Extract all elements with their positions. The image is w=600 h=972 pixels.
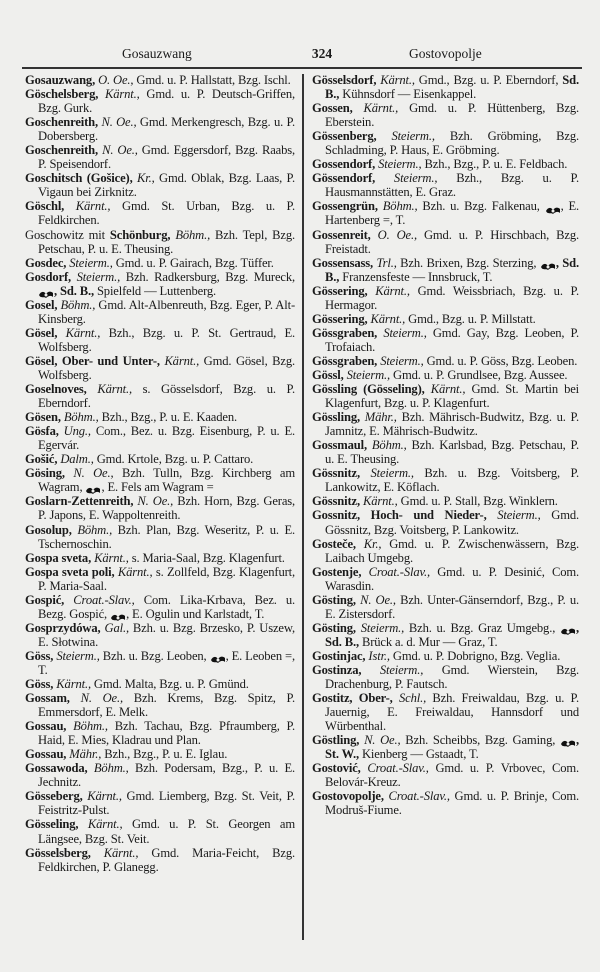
entry-region: O. Oe., xyxy=(377,227,417,242)
entry-region: Kärnt., xyxy=(94,550,129,565)
entry-text: Gmd. Gösel, Bzg. Wolfsberg. xyxy=(38,353,295,382)
gazetteer-entry xyxy=(25,326,295,354)
gazetteer-entry xyxy=(25,424,295,452)
gazetteer-entry xyxy=(312,228,579,256)
entry-region: N. Oe., xyxy=(137,494,174,509)
gazetteer-entry xyxy=(25,256,295,270)
gazetteer-entry xyxy=(25,523,295,551)
entry-headword: Goschenreith, xyxy=(25,143,103,158)
entry-region: Kärnt., xyxy=(75,199,111,214)
entry-headword: Gossmaul, xyxy=(312,438,372,453)
entry-headword: Gössgraben, xyxy=(312,353,381,368)
entry-headword: Goschenreith, xyxy=(25,115,102,130)
entry-headword: , Sd. B., xyxy=(54,283,94,298)
entry-region: Croat.-Slav., xyxy=(73,592,135,607)
entry-text: Gmd. u. P. St. Georgen am Längsee, Bzg. St. Veit. xyxy=(38,817,295,846)
entry-headword: Gostinjac, xyxy=(312,648,369,663)
entry-headword: Gostović, xyxy=(312,761,368,776)
gazetteer-entry xyxy=(312,649,579,663)
post-horn-icon xyxy=(85,484,101,492)
gazetteer-entry xyxy=(25,817,295,845)
entry-headword: Schönburg, xyxy=(109,227,176,242)
entry-region: N. Oe., xyxy=(80,691,123,706)
entry-region: Kärnt., xyxy=(87,789,122,804)
gazetteer-entry xyxy=(25,452,295,466)
gazetteer-entry xyxy=(312,171,579,199)
running-head-right: Gostovopolje xyxy=(409,46,482,61)
entry-headword: Göschl, xyxy=(25,199,76,214)
header-rule xyxy=(22,67,582,69)
entry-region: Kärnt., xyxy=(103,845,139,860)
entry-text: Bzh. Horn, Bzg. Geras, P. Japons, E. Wappoltenreith. xyxy=(38,494,296,523)
entry-text: s. Maria-Saal, Bzg. Klagenfurt. xyxy=(128,550,285,565)
gazetteer-entry xyxy=(312,256,579,284)
entry-region: Croat.-Slav., xyxy=(367,761,429,776)
gazetteer-entry xyxy=(312,621,579,649)
entry-text: Gmd., Bzg. u. P. Eberndorf, xyxy=(414,73,563,87)
entry-text: Bzh. Scheibbs, Bzg. Gaming, xyxy=(400,733,560,748)
entry-region: Böhm., xyxy=(60,297,96,312)
entry-headword: Gossen, xyxy=(312,101,364,116)
entry-text: Bzh. u. Bzg. Leoben, xyxy=(99,648,210,663)
entry-headword: Gossam, xyxy=(25,691,81,706)
entry-headword: Sd. B., xyxy=(325,73,579,102)
entry-headword: Goslarn-Zettenreith, xyxy=(25,494,138,509)
entry-headword: Gössering, xyxy=(312,311,371,326)
entry-region: Kärnt., xyxy=(430,382,466,397)
post-horn-icon xyxy=(210,653,226,661)
entry-text: Gmd. u. P. Hüttenberg, Bzg. Eberstein. xyxy=(325,101,579,130)
gazetteer-entry xyxy=(25,73,295,87)
gazetteer-entry xyxy=(25,466,295,494)
entry-region: Kärnt., xyxy=(370,311,406,326)
entry-region: Steierm., xyxy=(379,662,424,677)
entry-headword: , Sd. B., xyxy=(325,255,579,284)
entry-headword: Gostinza, xyxy=(312,662,380,677)
right-column xyxy=(312,73,579,817)
entry-text: Gmd. u. P. Dobrigno, Bzg. Veglia. xyxy=(389,648,561,663)
entry-region: Böhm., xyxy=(371,438,407,453)
entry-region: Steierm., xyxy=(380,353,424,368)
entry-region: Croat.-Slav., xyxy=(368,564,430,579)
entry-region: Steierm., xyxy=(76,269,121,284)
gazetteer-entry xyxy=(312,466,579,494)
entry-headword: Gosolup, xyxy=(25,522,78,537)
entry-text: Bzh. u. Bzg. Graz Umgebg., xyxy=(404,620,560,635)
gazetteer-entry xyxy=(312,663,579,691)
gazetteer-entry xyxy=(25,354,295,382)
gazetteer-entry xyxy=(25,621,295,649)
entry-headword: Gösseberg, xyxy=(25,789,88,804)
entry-text: Bzh. u. Bzg. Voitsberg, P. Lankowitz, E. Köflach. xyxy=(325,466,579,495)
entry-text: Gmd. u. P. Zwischenwässern, Bzg. Laibach Umgebg. xyxy=(325,536,579,565)
entry-region: O. Oe., xyxy=(98,73,134,87)
entry-region: Kärnt., xyxy=(87,817,123,832)
entry-region: Steierm., xyxy=(360,620,405,635)
entry-region: Böhm., xyxy=(77,522,113,537)
post-horn-icon xyxy=(38,288,54,296)
gazetteer-entry xyxy=(25,719,295,747)
entry-region: Kärnt., xyxy=(117,564,153,579)
entry-headword: Gossawoda, xyxy=(25,761,94,776)
entry-headword: Gossendorf, xyxy=(312,157,379,172)
entry-region: Dalm., xyxy=(60,452,94,467)
column-divider xyxy=(302,74,304,940)
entry-headword: Gossnitz, Hoch- und Nieder-, xyxy=(312,508,498,523)
post-horn-icon xyxy=(540,260,556,268)
entry-region: Steierm., xyxy=(497,508,541,523)
gazetteer-entry xyxy=(312,354,579,368)
entry-region: Steierm., xyxy=(346,367,391,382)
entry-headword: Gosteče, xyxy=(312,536,364,551)
entry-region: Kärnt., xyxy=(375,283,410,298)
entry-text: Bzh. Mährisch-Budwitz, Bzg. u. P. Jamnitz, E. Mährisch-Budwitz. xyxy=(325,410,579,439)
gazetteer-entry xyxy=(25,410,295,424)
entry-headword: Gösseling, xyxy=(25,817,88,832)
gazetteer-entry xyxy=(312,129,579,157)
page-header xyxy=(22,44,582,66)
gazetteer-entry xyxy=(25,789,295,817)
entry-text: Bzh., Bzg., P. u. E. Kaaden. xyxy=(98,410,237,425)
entry-text: Gmd. Maria-Feicht, Bzg. Feldkirchen, P. Glanegg. xyxy=(38,845,295,874)
gazetteer-entry xyxy=(25,87,295,115)
entry-headword: Göschelsberg, xyxy=(25,87,105,102)
entry-headword: Gossau, xyxy=(25,747,70,762)
entry-headword: Göstling, xyxy=(312,733,365,748)
entry-text: Kienberg — Gstaadt, T. xyxy=(358,747,479,762)
entry-headword: Gössling (Gösseling), xyxy=(312,382,431,397)
entry-region: N. Oe., xyxy=(364,733,401,748)
entry-headword: Goschitsch (Gošice), xyxy=(25,171,137,186)
entry-region: Kärnt., xyxy=(164,353,200,368)
gazetteer-entry xyxy=(25,298,295,326)
entry-headword: Gossenreit, xyxy=(312,227,378,242)
entry-text: Gmd. Alt-Albenreuth, Bzg. Eger, P. Alt-Kinsberg. xyxy=(38,297,295,326)
entry-headword: Gospa sveta poli, xyxy=(25,564,118,579)
entry-region: Böhm., xyxy=(93,761,129,776)
gazetteer-entry xyxy=(312,199,579,227)
entry-region: Kärnt., xyxy=(380,73,415,87)
entry-region: Kärnt., xyxy=(362,494,398,509)
entry-headword: Gössl, xyxy=(312,367,347,382)
gazetteer-entry xyxy=(25,228,295,256)
entry-headword: Gošić, xyxy=(25,452,61,467)
gazetteer-entry xyxy=(312,593,579,621)
entry-headword: Gosdorf, xyxy=(25,269,77,284)
entry-headword: Gössnitz, xyxy=(312,494,363,509)
entry-text: Goschowitz mit xyxy=(25,227,110,242)
entry-text: Gmd. Merkengresch, Bzg. u. P. Dobersberg. xyxy=(38,115,295,144)
gazetteer-entry xyxy=(25,747,295,761)
entry-region: Schl., xyxy=(398,691,427,706)
gazetteer-entry xyxy=(312,410,579,438)
entry-text: Gmd. Oblak, Bzg. Laas, P. Vigaun bei Zirknitz. xyxy=(38,171,295,200)
entry-text: Com., Bez. u. Bzg. Eisenburg, P. u. E. Egervár. xyxy=(38,424,296,453)
entry-text: Gmd. u. P. Grundlsee, Bzg. Aussee. xyxy=(390,367,568,382)
entry-text: Gmd. u. P. Brinje, Com. Modruš-Fiume. xyxy=(325,789,579,818)
entry-region: Steierm., xyxy=(69,255,113,270)
entry-headword: Gossau, xyxy=(25,719,74,734)
entry-text: Bzh. Unter-Gänserndorf, Bzg., P. u. E. Zistersdorf. xyxy=(325,592,579,621)
gazetteer-entry xyxy=(312,761,579,789)
entry-text: , E. Hartenberg =, T. xyxy=(325,199,579,228)
entry-region: Mähr., xyxy=(69,747,102,762)
entry-headword: , St. W., xyxy=(325,733,579,762)
entry-region: Ung., xyxy=(63,424,91,439)
entry-headword: , Sd. B., xyxy=(325,620,579,649)
entry-headword: Gosel, xyxy=(25,297,61,312)
entry-headword: Gostitz, Ober-, xyxy=(312,691,399,706)
entry-text: Gmd., Bzg. u. P. Millstatt. xyxy=(405,311,536,326)
post-horn-icon xyxy=(545,204,561,212)
entry-region: Kr., xyxy=(363,536,382,551)
gazetteer-entry xyxy=(312,157,579,171)
entry-region: Gal., xyxy=(104,620,129,635)
entry-text: Gmd. St. Urban, Bzg. u. P. Feldkirchen. xyxy=(38,199,296,228)
entry-region: Croat.-Slav., xyxy=(388,789,450,804)
entry-text: Gmd. u. P. Hirschbach, Bzg. Freistadt. xyxy=(325,227,579,256)
entry-text: Gmd. Eggersdorf, Bzg. Raabs, P. Speisendorf. xyxy=(38,143,295,172)
entry-text: Bzh., Bzg. u. P. St. Gertraud, E. Wolfsberg. xyxy=(38,325,295,354)
entry-region: Steierm., xyxy=(56,648,100,663)
entry-text: Bzh. Brixen, Bzg. Sterzing, xyxy=(396,255,540,270)
entry-text: Brück a. d. Mur — Graz, T. xyxy=(358,634,498,649)
entry-text: Bzh. Podersam, Bzg., P. u. E. Jechnitz. xyxy=(38,761,295,790)
entry-headword: Gospić, xyxy=(25,592,74,607)
entry-region: Steierm., xyxy=(393,171,438,186)
gazetteer-entry xyxy=(25,691,295,719)
gazetteer-entry xyxy=(25,649,295,677)
entry-text: Gmd. Gay, Bzg. Leoben, P. Trofaiach. xyxy=(325,325,579,354)
gazetteer-entry xyxy=(312,494,579,508)
entry-text: Bzh. Freiwaldau, Bzg. u. P. Jauernig, E. Freiwaldau, Hannsdorf und Würbenthal. xyxy=(325,691,580,734)
entry-headword: Gösselsdorf, xyxy=(312,73,381,87)
entry-text: , E. Ogulin und Karlstadt, T. xyxy=(126,606,265,621)
entry-headword: Goselnoves, xyxy=(25,382,98,397)
entry-region: Istr., xyxy=(368,648,390,663)
gazetteer-entry xyxy=(312,733,579,761)
entry-text: Gmd. Malta, Bzg. u. P. Gmünd. xyxy=(90,677,249,692)
entry-headword: Gosprzydówa, xyxy=(25,620,105,635)
entry-region: Kärnt., xyxy=(65,325,101,340)
entry-headword: Gosauzwang, xyxy=(25,73,99,87)
entry-text: Gmd. Gössnitz, Bzg. Voitsberg, P. Lankowitz. xyxy=(325,508,579,537)
entry-headword: Gösing, xyxy=(25,466,74,481)
entry-headword: Gossengrün, xyxy=(312,199,383,214)
entry-headword: Gostenje, xyxy=(312,564,369,579)
entry-text: Bzh., Bzg., P. u. E. Iglau. xyxy=(101,747,228,762)
gazetteer-entry xyxy=(312,326,579,354)
entry-headword: Gössenberg, xyxy=(312,129,392,144)
gazetteer-entry xyxy=(312,565,579,593)
entry-text: Bzh., Bzg. u. P. Hausmannstätten, E. Graz. xyxy=(325,171,579,200)
entry-region: Böhm., xyxy=(63,410,99,425)
entry-headword: Gössgraben, xyxy=(312,325,384,340)
entry-headword: Gosdec, xyxy=(25,255,70,270)
entry-headword: Gössnitz, xyxy=(312,466,371,481)
gazetteer-entry xyxy=(25,270,295,298)
entry-text: Gmd. u. P. Deutsch-Griffen, Bzg. Gurk. xyxy=(38,87,295,116)
gazetteer-entry xyxy=(312,691,579,733)
entry-headword: Gostovopolje, xyxy=(312,789,389,804)
left-column xyxy=(25,73,295,874)
entry-text: Bzh. Gröbming, Bzg. Schladming, P. Haus, E. Gröbming. xyxy=(325,129,579,158)
entry-text: Gmd. Krtole, Bzg. u. P. Cattaro. xyxy=(93,452,254,467)
entry-region: Böhm., xyxy=(175,227,211,242)
gazetteer-entry xyxy=(25,551,295,565)
entry-text: Gmd. Wierstein, Bzg. Drachenburg, P. Fautsch. xyxy=(325,662,580,692)
gazetteer-entry xyxy=(25,171,295,199)
gazetteer-entry xyxy=(312,789,579,817)
gazetteer-entry xyxy=(312,508,579,536)
entry-region: Böhm., xyxy=(382,199,418,214)
entry-headword: Gösting, xyxy=(312,620,361,635)
entry-text: s. Gösselsdorf, Bzg. u. P. Eberndorf. xyxy=(38,382,295,411)
entry-text: Bzh. Radkersburg, Bzg. Mureck, xyxy=(120,269,295,284)
entry-text: Gmd. Weissbriach, Bzg. u. P. Hermagor. xyxy=(325,283,579,312)
entry-text: Bzh. Krems, Bzg. Spitz, P. Emmersdorf, E. Melk. xyxy=(38,691,295,720)
entry-text: Gmd. u. P. Göss, Bzg. Leoben. xyxy=(423,353,578,368)
gazetteer-entry xyxy=(312,382,579,410)
entry-headword: Gössendorf, xyxy=(312,171,394,186)
gazetteer-entry xyxy=(25,494,295,522)
gazetteer-entry xyxy=(25,565,295,593)
gazetteer-entry xyxy=(25,115,295,143)
entry-region: Steierm., xyxy=(383,325,427,340)
entry-headword: Gösselsberg, xyxy=(25,845,104,860)
entry-region: Steierm., xyxy=(378,157,422,172)
entry-region: Steierm., xyxy=(391,129,435,144)
entry-region: Kärnt., xyxy=(363,101,399,116)
gazetteer-entry xyxy=(312,73,579,101)
entry-text: Gmd. St. Martin bei Klagenfurt, Bzg. u. P. Klagenfurt. xyxy=(325,382,579,411)
running-head-left: Gosauzwang xyxy=(122,46,192,61)
entry-headword: Göss, xyxy=(25,677,57,692)
gazetteer-entry xyxy=(312,312,579,326)
entry-text: Franzensfeste — Innsbruck, T. xyxy=(339,269,493,284)
post-horn-icon xyxy=(110,611,126,619)
gazetteer-entry xyxy=(312,368,579,382)
entry-headword: Gössering, xyxy=(312,283,376,298)
entry-headword: Gösel, xyxy=(25,325,66,340)
entry-text: , E. Fels am Wagram = xyxy=(101,480,214,495)
entry-headword: Gösen, xyxy=(25,410,64,425)
gazetteer-entry xyxy=(25,677,295,691)
entry-region: Kärnt., xyxy=(105,87,140,102)
page-number: 324 xyxy=(311,46,333,61)
entry-text: Gmd. u. P. Gairach, Bzg. Tüffer. xyxy=(112,255,274,270)
entry-headword: Gösting, xyxy=(312,592,361,607)
entry-text: Com. Lika-Krbava, Bez. u. Bezg. Gospić, xyxy=(38,592,295,621)
entry-text: Gmd. u. P. Desinić, Com. Warasdin. xyxy=(325,564,579,593)
entry-text: Bzh. Karlsbad, Bzg. Petschau, P. u. E. Theusing. xyxy=(325,438,580,467)
entry-headword: Gösfa, xyxy=(25,424,64,439)
entry-region: Trl., xyxy=(376,255,397,270)
entry-headword: Gössling, xyxy=(312,410,365,425)
post-horn-icon xyxy=(560,625,576,633)
entry-region: Böhm., xyxy=(73,719,108,734)
gazetteer-entry xyxy=(25,761,295,789)
entry-text: Bzh. Plan, Bzg. Weseritz, P. u. E. Tschernoschin. xyxy=(38,522,296,551)
entry-text: Gmd. u. P. Hallstatt, Bzg. Ischl. xyxy=(133,73,291,87)
entry-text: Kühnsdorf — Eisenkappel. xyxy=(339,87,477,102)
entry-text: Spielfeld — Luttenberg. xyxy=(93,283,217,298)
entry-text: , E. Leoben =, T. xyxy=(38,648,295,677)
entry-headword: Gospa sveta, xyxy=(25,550,95,565)
entry-text: Gmd. u. P. Stall, Bzg. Winklern. xyxy=(397,494,558,509)
entry-text: Gmd. Liemberg, Bzg. St. Veit, P. Feistritz-Pulst. xyxy=(38,789,295,818)
gazetteer-entry xyxy=(312,101,579,129)
entry-region: Kr., xyxy=(137,171,155,186)
entry-text: Bzh. Tachau, Bzg. Pfraumberg, P. Haid, E. Mies, Kladrau und Plan. xyxy=(38,719,296,748)
entry-text: Bzh. Tepl, Bzg. Petschau, P. u. E. Theusing. xyxy=(38,227,295,256)
gazetteer-entry xyxy=(25,143,295,171)
entry-region: N. Oe., xyxy=(101,115,137,130)
entry-text: Bzh. u. Bzg. Falkenau, xyxy=(417,199,545,214)
entry-headword: Göss, xyxy=(25,648,57,663)
gazetteer-entry xyxy=(312,438,579,466)
gazetteer-entry xyxy=(25,199,295,227)
entry-region: N. Oe., xyxy=(73,466,114,481)
entry-text: Bzh., Bzg., P. u. E. Feldbach. xyxy=(421,157,568,172)
gazetteer-entry xyxy=(25,593,295,621)
entry-text: Bzh. u. Bzg. Brzesko, P. Uszew, E. Słotwina. xyxy=(38,620,295,649)
entry-text: Gmd. u. P. Vrbovec, Com. Belovár-Kreuz. xyxy=(325,761,580,790)
entry-text: Bzh. Tulln, Bzg. Kirchberg am Wagram, xyxy=(38,466,295,495)
gazetteer-entry xyxy=(25,382,295,410)
entry-region: N. Oe., xyxy=(102,143,138,158)
post-horn-icon xyxy=(560,737,576,745)
entry-region: Kärnt., xyxy=(97,382,132,397)
entry-region: Mähr., xyxy=(364,410,397,425)
entry-region: Steierm., xyxy=(370,466,414,481)
entry-region: N. Oe., xyxy=(360,592,396,607)
gazetteer-entry xyxy=(312,284,579,312)
gazetteer-entry xyxy=(312,537,579,565)
entry-headword: Gösel, Ober- und Unter-, xyxy=(25,353,165,368)
gazetteer-entry xyxy=(25,846,295,874)
entry-region: Kärnt., xyxy=(56,677,91,692)
entry-headword: Gossensass, xyxy=(312,255,377,270)
entry-text: s. Zollfeld, Bzg. Klagenfurt, P. Maria-Saal. xyxy=(38,564,296,593)
